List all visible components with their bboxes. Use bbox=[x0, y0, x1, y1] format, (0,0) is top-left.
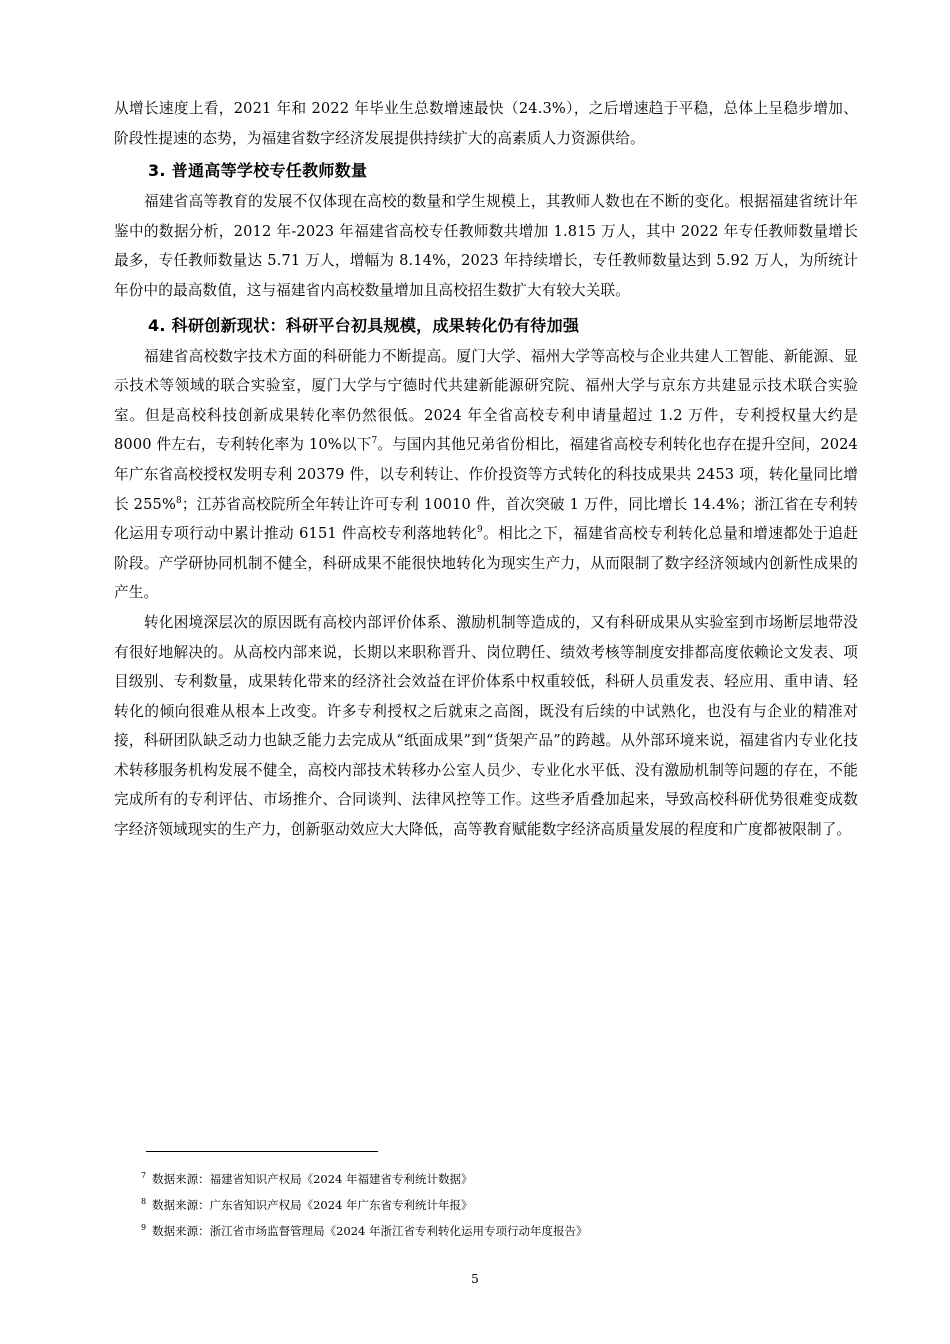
footnote-ref-8[interactable]: 8 bbox=[176, 495, 182, 506]
paragraph-segment: 。与国内其他兄弟省份相比，福建省高校专利转化也存在提升空间，2024 年广东省高校授权发明专利 20379 件，以专利转让、作价投资等方式转化的科技成果共 2453 项，转化量同比增长 255% bbox=[114, 436, 858, 513]
footnote-7 bbox=[141, 1166, 861, 1192]
footnote-number: 7 bbox=[141, 1171, 147, 1181]
section-4-heading: 4. 科研创新现状：科研平台初具规模，成果转化仍有待加强 bbox=[148, 315, 580, 335]
section-3-paragraph: 福建省高等教育的发展不仅体现在高校的数量和学生规模上，其教师人数也在不断的变化。根据福建省统计年鉴中的数据分析，2012 年-2023 年福建省高校专任教师数共增加 1.815 万人，其中 2022 年专任教师数量增长最多，专任教师数量达 5.71 万人，增幅为 8.14%，2023 年持续增长，专任教师数量达到 5.92 万人，为所统计年份中的最高数值，这与福建省内高校数量增加且高校招生数扩大有较大关联。 bbox=[114, 193, 858, 299]
intro-paragraph: 从增长速度上看，2021 年和 2022 年毕业生总数增速最快（24.3%），之后增速趋于平稳，总体上呈稳步增加、阶段性提速的态势，为福建省数字经济发展提供持续扩大的高素质人力资源供给。 bbox=[114, 100, 858, 147]
paragraph-segment: 福建省高校数字技术方面的科研能力不断提高。厦门大学、福州大学等高校与企业共建人工智能、新能源、显示技术等领域的联合实验室，厦门大学与宁德时代共建新能源研究院、福州大学与京东方共建显示技术联合实验室。但是高校科技创新成果转化率仍然很低。2024 年全省高校专利申请量超过 1.2 万件，专利授权量大约是 8000 件左右，专利转化率为 10%以下 bbox=[114, 347, 858, 454]
footnote-ref-9[interactable]: 9 bbox=[476, 525, 483, 536]
footnote-number: 8 bbox=[141, 1197, 147, 1207]
footnote-text: 数据来源：广东省知识产权局《2024 年广东省专利统计年报》 bbox=[152, 1198, 473, 1212]
footnote-text: 数据来源：福建省知识产权局《2024 年福建省专利统计数据》 bbox=[152, 1172, 473, 1186]
section-3-heading: 3. 普通高等学校专任教师数量 bbox=[148, 161, 368, 181]
footnote-8 bbox=[141, 1192, 861, 1218]
footnotes bbox=[141, 1166, 861, 1244]
footnote-text: 数据来源：浙江省市场监督管理局《2024 年浙江省专利转化运用专项行动年度报告》 bbox=[152, 1224, 588, 1238]
footnote-divider bbox=[146, 1151, 378, 1152]
body-text bbox=[114, 94, 858, 845]
footnote-number: 9 bbox=[141, 1223, 147, 1233]
section-4-paragraph-2: 转化困境深层次的原因既有高校内部评价体系、激励机制等造成的，又有科研成果从实验室到市场断层地带没有很好地解决的。从高校内部来说，长期以来职称晋升、岗位聘任、绩效考核等制度安排都高度依赖论文发表、项目级别、专利数量，成果转化带来的经济社会效益在评价体系中权重较低，科研人员重发表、轻应用、重申请、轻转化的倾向很难从根本上改变。许多专利授权之后就束之高阁，既没有后续的中试熟化，也没有与企业的精准对接，科研团队缺乏动力也缺乏能力去完成从“纸面成果”到“货架产品”的跨越。从外部环境来说，福建省内专业化技术转移服务机构发展不健全，高校内部技术转移办公室人员少、专业化水平低、没有激励机制等问题的存在，不能完成所有的专利评估、市场推介、合同谈判、法律风控等工作。这些矛盾叠加起来，导致高校科研优势很难变成数字经济领域现实的生产力，创新驱动效应大大降低，高等教育赋能数字经济高质量发展的程度和广度都被限制了。 bbox=[114, 613, 858, 839]
paragraph-segment: ；江苏省高校院所全年转让许可专利 10010 件，首次突破 1 万件，同比增长 14.4%；浙江省在专利转化运用专项行动中累计推动 6151 件高校专利落地转化 bbox=[114, 495, 858, 543]
paragraph-segment: 。相比之下，福建省高校专利转化总量和增速都处于追赶阶段。产学研协同机制不健全，科研成果不能很快地转化为现实生产力，从而限制了数字经济领域内创新性成果的产生。 bbox=[114, 525, 858, 602]
section-4-paragraph-1 bbox=[114, 342, 858, 608]
page-number: 5 bbox=[471, 1272, 479, 1286]
footnote-9 bbox=[141, 1218, 861, 1244]
footnote-ref-7[interactable]: 7 bbox=[371, 436, 378, 447]
